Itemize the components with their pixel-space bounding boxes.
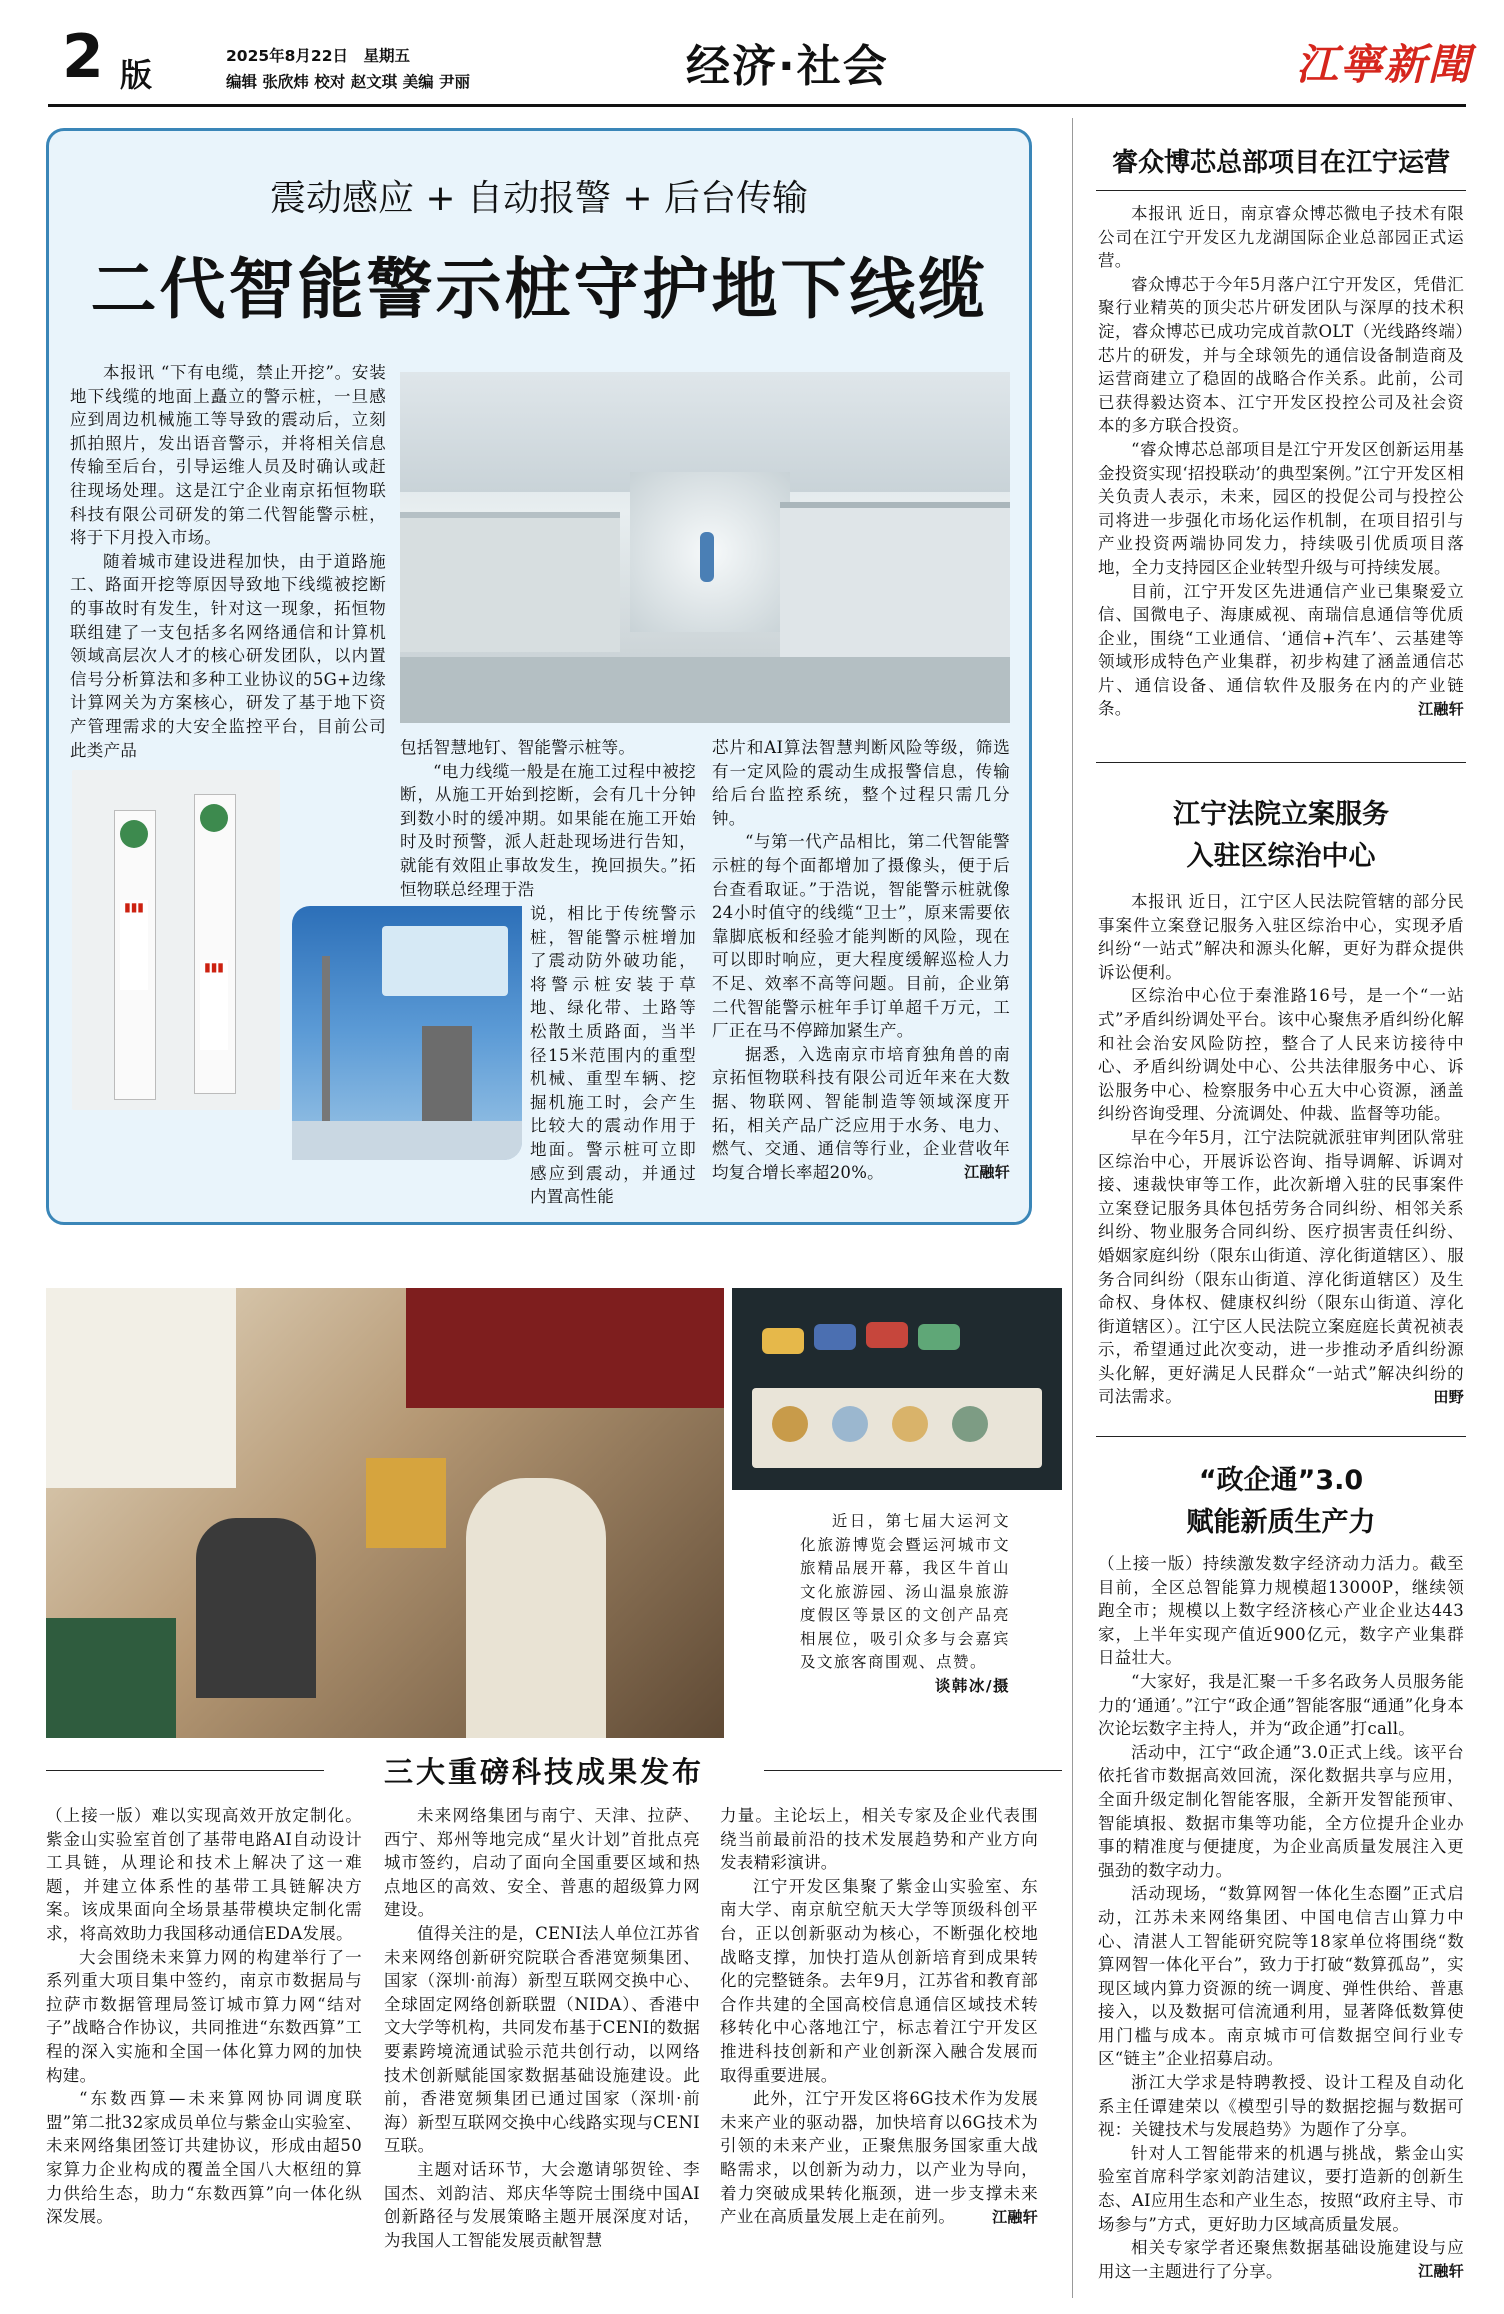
masthead-logo: 江寧新聞 — [1296, 40, 1473, 89]
bottom-paragraph: 力量。主论坛上，相关专家及企业代表围绕当前最前沿的技术发展趋势和产业方向发表精彩演讲。 — [720, 1806, 1038, 1873]
right2-paragraph: 区综治中心位于秦淮路16号，是一个“一站式”矛盾纠纷调处平台。该中心聚焦矛盾纠纷化解和社会治安风险防控，整合了人民来访接待中心、矛盾纠纷调处中心、公共法律服务中心、诉讼服务中心、检察服务中心五大中心资源，涵盖纠纷咨询受理、分流调处、仲裁、监督等功能。 — [1098, 986, 1464, 1124]
editors-line: 编辑 张欣炜 校对 赵文琪 美编 尹丽 — [226, 73, 470, 91]
exhibition-photo — [292, 906, 522, 1160]
lead-paragraph: 本报讯 “下有电缆，禁止开挖”。安装地下线缆的地面上矗立的警示桩，一旦感应到周边机械施工等导致的震动后，立刻抓拍照片，发出语音警示，并将相关信息传输至后台，引导运维人员及时确认或赶往现场处理。这是江宁企业南京拓恒物联科技有限公司研发的第二代智能警示桩，将于下月投入市场。 — [70, 363, 386, 548]
right3-paragraph: （上接一版）持续激发数字经济动力活力。截至目前，全区总智能算力规模超13000P，继续领跑全市；规模以上数字经济核心产业企业达443家，上半年实现产值近900亿元，数字产业集群日益壮大。 — [1098, 1554, 1464, 1668]
bottom-paragraph: 江宁开发区集聚了紫金山实验室、东南大学、南京航空航天大学等顶级科创平台，正以创新驱动为核心，不断强化校地战略支撑，加快打造从创新培育到成果转化的完整链条。去年9月，江苏省和教育部合作共建的全国高校信息通信区域技术转移转化中心落地江宁，标志着江宁开发区推进科技创新和产业创新深入融合发展而取得重要进展。 — [720, 1876, 1038, 2085]
lead-col2-bottom — [530, 902, 696, 1209]
right3-paragraph: 针对人工智能带来的机遇与挑战，紫金山实验室首席科学家刘韵洁建议，要打造新的创新生态、AI应用生态和产业生态，按照“政府主导、市场参与”方式，更好助力区域高质量发展。 — [1098, 2143, 1464, 2234]
right2-paragraph: 本报讯 近日，江宁区人民法院管辖的部分民事案件立案登记服务入驻区综治中心，实现矛盾纠纷“一站式”解决和源头化解，更好为群众提供诉讼便利。 — [1098, 892, 1464, 982]
right1-body — [1098, 202, 1464, 722]
right1-paragraph: 目前，江宁开发区先进通信产业已集聚爱立信、国微电子、海康威视、南瑞信息通信等优质企业，围绕“工业通信、‘通信+汽车’、云基建等领域形成特色产业集群，初步构建了涵盖通信芯片、通信设备、通信软件及服务在内的产业链条。 — [1098, 581, 1464, 719]
bottom-title: 三大重磅科技成果发布 — [383, 1755, 704, 1789]
right3-paragraph: “大家好，我是汇聚一千多名政务人员服务能力的‘通通’。”江宁“政企通”智能客服“通通”化身本次论坛数字主持人，并为“政企通”打call。 — [1098, 1671, 1464, 1739]
right3-signature: 江融轩 — [1418, 2262, 1464, 2281]
photo-caption-text: 近日，第七届大运河文化旅游博览会暨运河城市文旅精品展开幕，我区牛首山文化旅游园、汤山温泉旅游度假区等景区的文创产品亮相展位，吸引众多与会嘉宾及文旅客商围观、点赞。 — [800, 1512, 1010, 1671]
photo-caption — [800, 1510, 1010, 1698]
lead-paragraph: 说，相比于传统警示桩，智能警示桩增加了震动防外破功能，将警示桩安装于草地、绿化带、土路等松散土质路面，当半径15米范围内的重型机械、重型车辆、挖掘机施工时，会产生比较大的震动作用于地面。警示桩可立即感应到震动，并通过内置高性能 — [530, 904, 696, 1207]
lead-paragraph: 随着城市建设进程加快，由于道路施工、路面开挖等原因导致地下线缆被挖断的事故时有发生，针对这一现象，拓恒物联组建了一支包括多名网络通信和计算机领域高层次人才的核心研发团队，以内置信号分析算法和多种工业协议的5G+边缘计算网关为方案核心，研发了基于地下资产管理需求的大安全监控平台，目前公司此类产品 — [70, 551, 386, 760]
section-title: 经济·社会 — [686, 41, 889, 92]
bottom-rule-right — [764, 1770, 1062, 1771]
right3-title-line2: 赋能新质生产力 — [1186, 1507, 1376, 1538]
right3-title-line1: “政企通”3.0 — [1198, 1465, 1364, 1496]
photo-credit: 谈韩冰/摄 — [934, 1676, 1010, 1695]
bottom-paragraph: 此外，江宁开发区将6G技术作为发展未来产业的驱动器，加快培育以6G技术为引领的未来产业，正聚焦服务国家重大战略需求，以创新为动力，以产业为导向，着力突破成果转化瓶颈，进一步支撑未来产业在高质量发展上走在前列。 — [720, 2089, 1038, 2227]
right3-paragraph: 活动现场，“数算网智一体化生态圈”正式启动，江苏未来网络集团、中国电信吉山算力中心、清湛人工智能研究院等18家单位将围绕“数算网智一体化平台”，致力于打破“数算孤岛”，实现区域内算力资源的统一调度、弹性供给、普惠接入，以及数据可信流通利用，显著降低数算使用门槛与成本。南京城市可信数据空间行业专区“链主”企业招募启动。 — [1098, 1884, 1464, 2069]
header-rule — [48, 104, 1466, 107]
right2-title-line1: 江宁法院立案服务 — [1173, 799, 1389, 830]
bottom-paragraph: 主题对话环节，大会邀请邬贺铨、李国杰、刘韵洁、郑庆华等院士围绕中国AI创新路径与发展策略主题开展深度对话，为我国人工智能发展贡献智慧 — [384, 2159, 700, 2250]
right2-signature: 田野 — [1433, 1388, 1464, 1407]
lead-col1 — [70, 361, 386, 762]
right3-paragraph: 活动中，江宁“政企通”3.0正式上线。该平台依托省市数据高效回流，深化数据共享与应用，全面升级定制化智能客服，全新开发智能预审、智能填报、数据市集等功能，全方位提升企业办事的精准度与便捷度，为企业高质量发展注入更强劲的数字动力。 — [1098, 1742, 1464, 1880]
lead-kicker: 震动感应 + 自动报警 + 后台传输 — [269, 178, 809, 219]
right3-paragraph: 相关专家学者还聚焦数据基础设施建设与应用这一主题进行了分享。 — [1098, 2238, 1464, 2281]
page-unit: 版 — [120, 56, 153, 94]
right2-title-line2: 入驻区综治中心 — [1186, 841, 1376, 872]
right1-paragraph: 本报讯 近日，南京睿众博芯微电子技术有限公司在江宁开发区九龙湖国际企业总部园正式运营。 — [1098, 204, 1464, 271]
factory-photo — [400, 372, 1010, 723]
right3-paragraph: 浙江大学求是特聘教授、设计工程及自动化系主任谭建荣以《模型引导的数据挖掘与数据可视：关键技术与发展趋势》为题作了分享。 — [1098, 2073, 1464, 2140]
right1-paragraph: 睿众博芯于今年5月落户江宁开发区，凭借汇聚行业精英的顶尖芯片研发团队与深厚的技术积淀，睿众博芯已成功完成首款OLT（光线路终端）芯片的研发，并与全球领先的通信设备制造商及运营商建立了稳固的战略合作关系。此前，公司已获得毅达资本、江宁开发区投控公司及社会资本的多方联合投资。 — [1098, 274, 1464, 436]
lead-col2-top — [400, 736, 696, 901]
right1-signature: 江融轩 — [1418, 700, 1464, 719]
bottom-signature: 江融轩 — [992, 2207, 1038, 2226]
bottom-paragraph: （上接一版）难以实现高效开放定制化。紫金山实验室首创了基带电路AI自动设计工具链，从理论和技术上解决了这一难题，并建立体系性的基带工具链解决方案。该成果面向全场景基带模块定制化需求，将高效助力我国移动通信EDA发展。 — [46, 1806, 362, 1943]
lead-paragraph: “与第一代产品相比，第二代智能警示桩的每个面都增加了摄像头，便于后台查看取证。”于浩说，智能警示桩就像24小时值守的线缆“卫士”，原来需要依靠脚底板和经验才能判断的风险，现在可以即时响应，更大程度缓解巡检人力不足、效率不高等问题。目前，企业第二代智能警示桩年手订单超千万元，工厂正在马不停蹄加紧生产。 — [712, 832, 1010, 1041]
bottom-col1 — [46, 1804, 362, 2229]
lead-paragraph: “电力线缆一般是在施工过程中被挖断，从施工开始到挖断，会有几十分钟到数小时的缓冲期。如果能在施工开始时及时预警，派人赶赴现场进行告知，就能有效阻止事故发生，挽回损失。”拓恒物联总经理于浩 — [400, 761, 696, 899]
date-line: 2025年8月22日 星期五 — [226, 47, 410, 65]
right2-paragraph: 早在今年5月，江宁法院就派驻审判团队常驻区综治中心，开展诉讼咨询、指导调解、诉调对接、速裁快审等工作，此次新增入驻的民事案件立案登记服务具体包括劳务合同纠纷、相邻关系纠纷、物业服务合同纠纷、医疗损害责任纠纷、婚姻家庭纠纷（限东山街道、淳化街道辖区）、服务合同纠纷（限东山街道、淳化街道辖区）及生命权、身体权、健康权纠纷（限东山街道、淳化街道辖区）。江宁区人民法院立案庭庭长黄祝祯表示，希望通过此次变动，进一步推动矛盾纠纷源头化解，更好满足人民群众“一站式”解决纠纷的司法需求。 — [1098, 1127, 1464, 1407]
warning-post-photo: ▮▮▮ ▮▮▮ — [72, 770, 280, 1110]
bottom-paragraph: 大会围绕未来算力网的构建举行了一系列重大项目集中签约，南京市数据局与拉萨市数据管理局签订城市算力网“结对子”战略合作协议，共同推进“东数西算”工程的深入实施和全国一体化算力网的加快构建。 — [46, 1947, 362, 2085]
right1-end-rule — [1096, 762, 1466, 763]
fair-photo-main — [46, 1288, 724, 1738]
bottom-paragraph: 未来网络集团与南宁、天津、拉萨、西宁、郑州等地完成“星火计划”首批点亮城市签约，启动了面向全国重要区域和热点地区的高效、安全、普惠的超级算力网建设。 — [384, 1806, 700, 1920]
right1-title: 睿众博芯总部项目在江宁运营 — [1111, 148, 1450, 178]
lead-paragraph: 包括智慧地钉、智能警示桩等。 — [400, 738, 636, 757]
bottom-rule-left — [46, 1770, 324, 1771]
column-divider — [1072, 118, 1073, 2298]
right3-body — [1098, 1552, 1464, 2284]
right1-title-rule — [1096, 190, 1466, 191]
lead-paragraph: 芯片和AI算法智慧判断风险等级，筛选有一定风险的震动生成报警信息，传输给后台监控系统，整个过程只需几分钟。 — [712, 738, 1010, 828]
bottom-paragraph: 值得关注的是，CENI法人单位江苏省未来网络创新研究院联合香港宽频集团、国家（深圳·前海）新型互联网交换中心、全球固定网络创新联盟（NIDA）、香港中文大学等机构，共同发布基于CENI的数据要素跨境流通试验示范共创行动，以网络技术创新赋能国家数据基础设施建设。此前，香港宽频集团已通过国家（深圳·前海）新型互联网交换中心线路实现与CENI互联。 — [384, 1923, 700, 2156]
right2-end-rule — [1096, 1436, 1466, 1437]
lead-col3 — [712, 736, 1010, 1185]
fair-photo-products — [732, 1288, 1062, 1490]
right1-paragraph: “睿众博芯总部项目是江宁开发区创新运用基金投资实现‘招投联动’的典型案例。”江宁开发区相关负责人表示，未来，园区的投促公司与投控公司将进一步强化市场化运作机制，在项目招引与产业投资两端协同发力，持续吸引优质项目落地，全力支持园区企业转型升级与可持续发展。 — [1098, 439, 1464, 577]
right2-body — [1098, 890, 1464, 1410]
bottom-paragraph: “东数西算—未来算网协同调度联盟”第二批32家成员单位与紫金山实验室、未来网络集团签订共建协议，形成由超50家算力企业构成的覆盖全国八大枢纽的算力供给生态，助力“东数西算”向一体化纵深发展。 — [46, 2089, 362, 2227]
bottom-col2 — [384, 1804, 700, 2252]
lead-paragraph: 据悉，入选南京市培育独角兽的南京拓恒物联科技有限公司近年来在大数据、物联网、智能制造等领域深度开拓，相关产品广泛应用于水务、电力、燃气、交通、通信等行业，企业营收年均复合增长率超20%。 — [712, 1044, 1010, 1182]
page-number: 2 — [62, 22, 104, 92]
lead-headline: 二代智能警示桩守护地下线缆 — [90, 251, 988, 328]
lead-signature: 江融轩 — [964, 1163, 1010, 1182]
bottom-col3 — [720, 1804, 1038, 2229]
